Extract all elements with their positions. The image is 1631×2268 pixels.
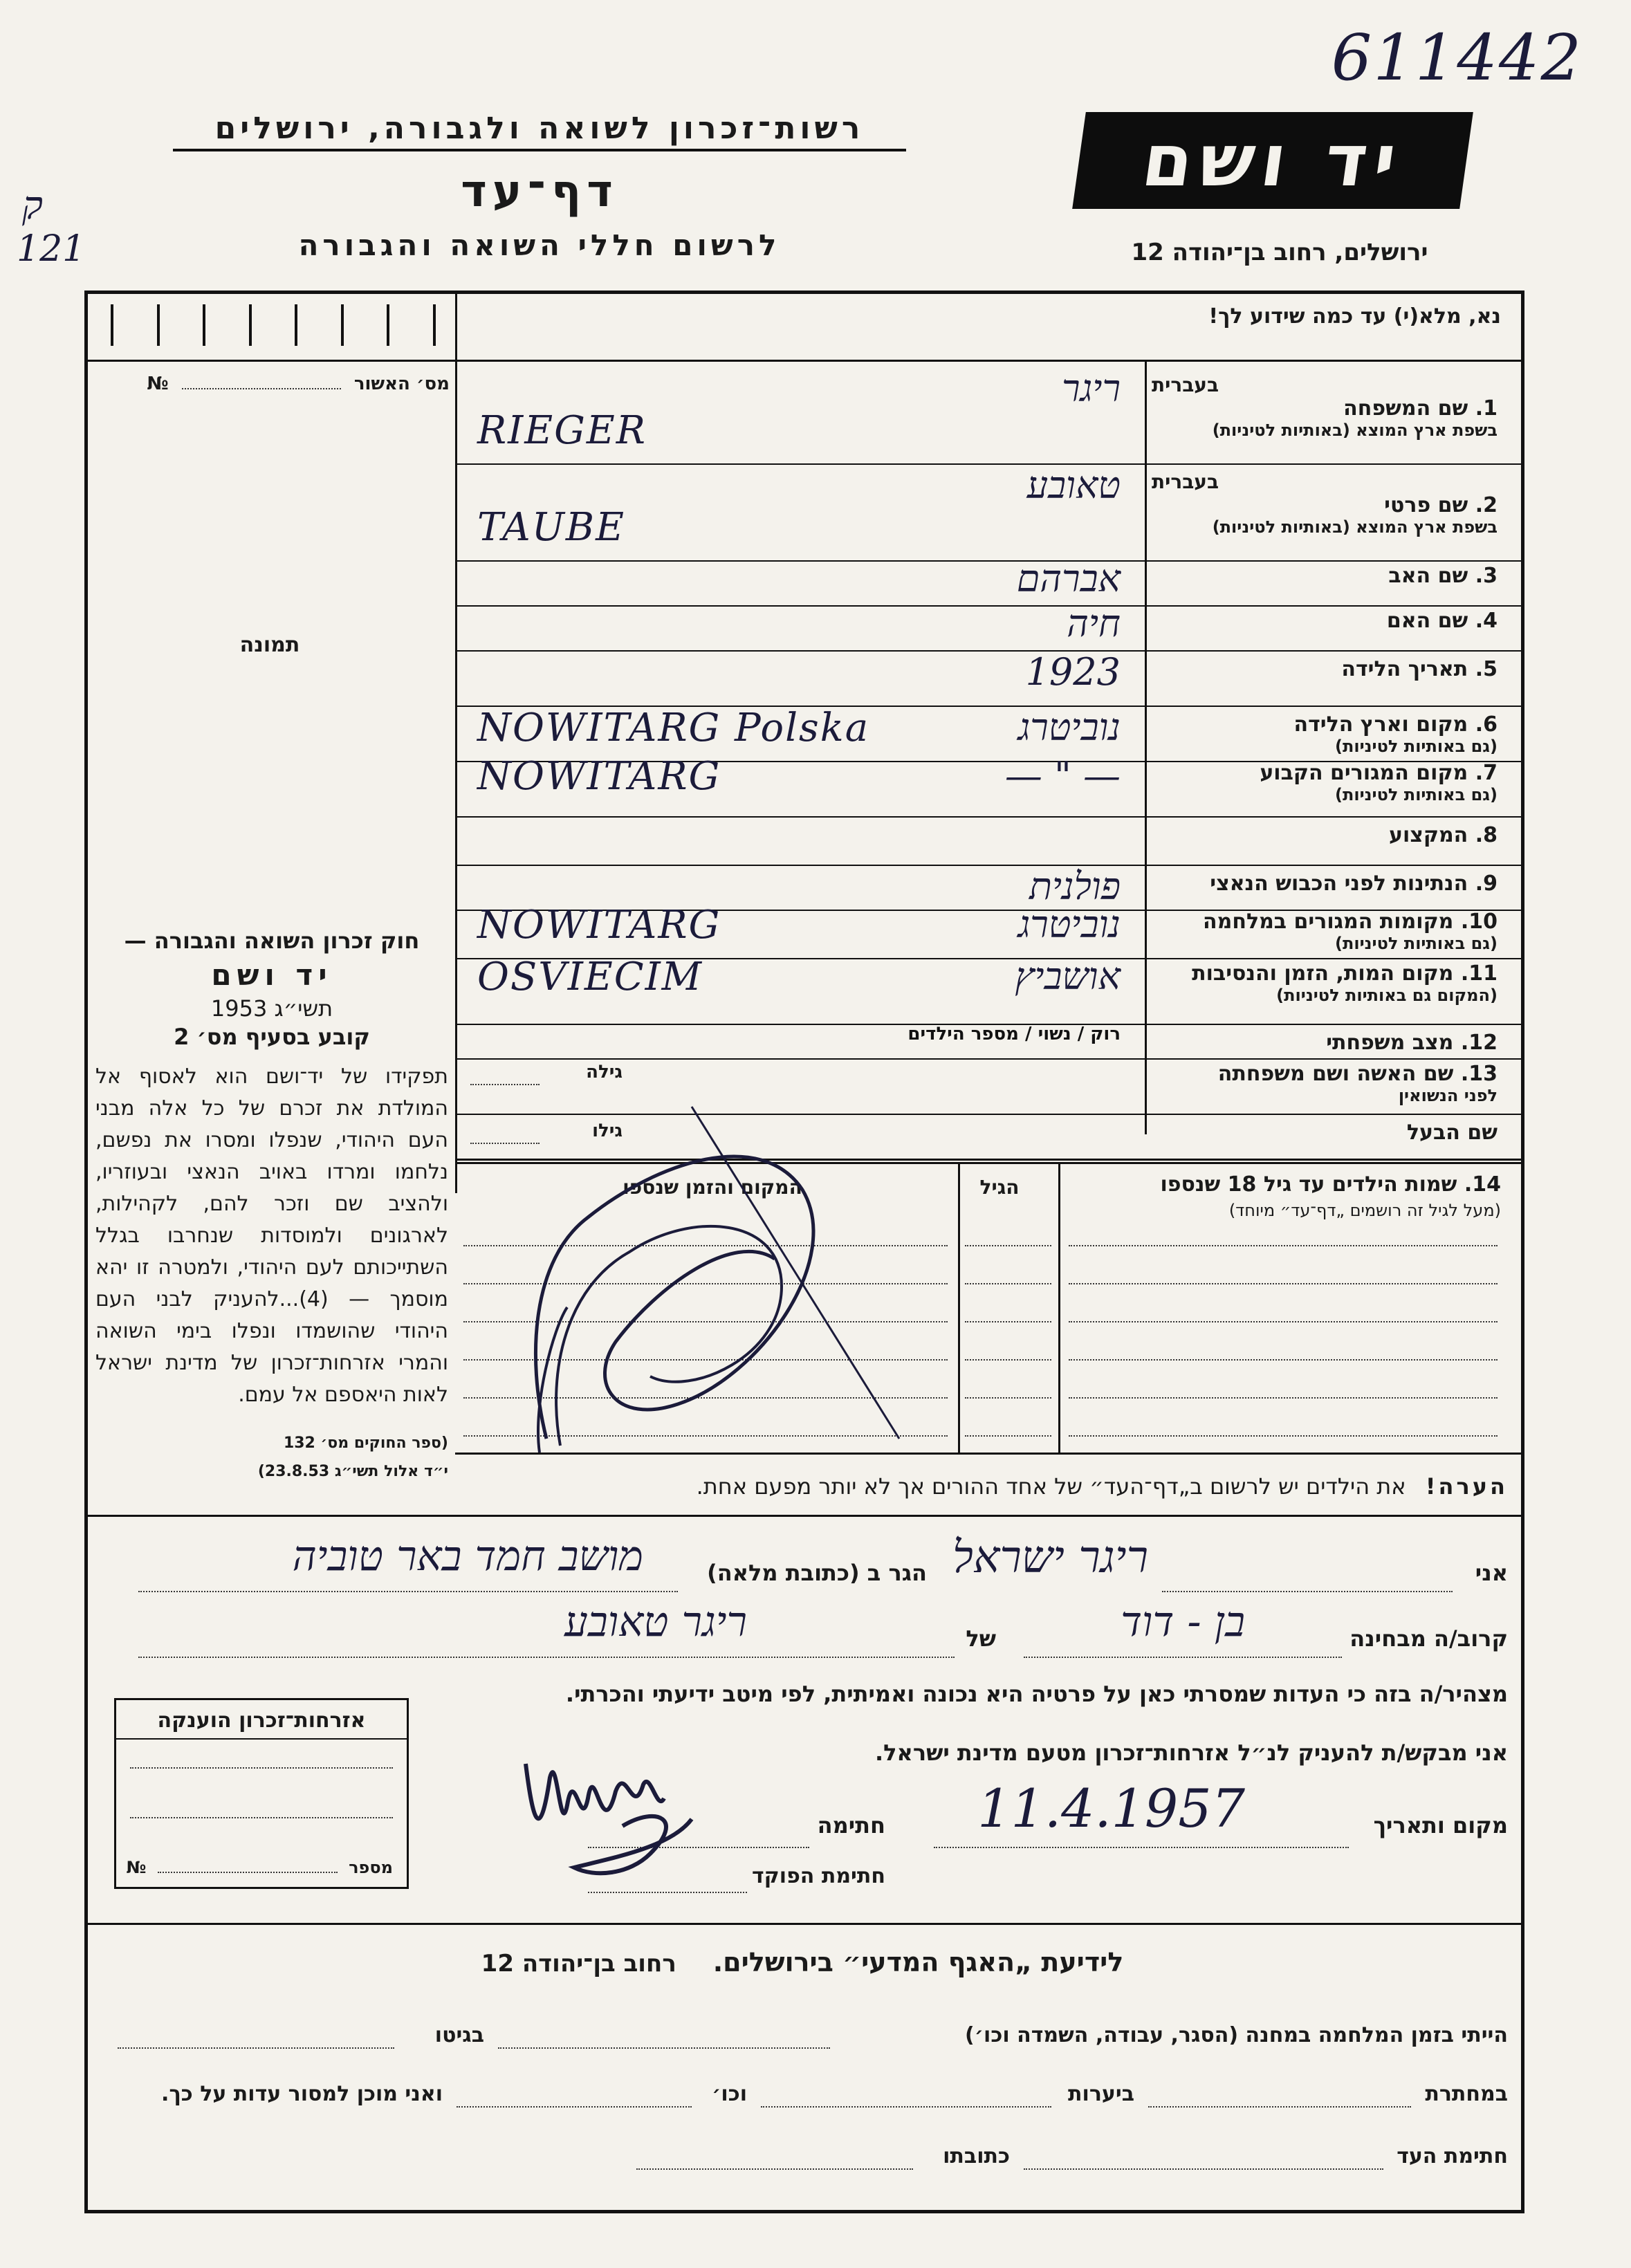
bottom-address: רחוב בן־יהודה 12 bbox=[481, 1950, 676, 1977]
official-signature-label: חתימת הפוקד bbox=[752, 1864, 885, 1888]
field-value-he-10: נוביטרג bbox=[1017, 903, 1121, 946]
forests-label: ביערות bbox=[1068, 2082, 1134, 2106]
declaration-statement: מצהיר/ה בזה כי העדות שמסרתי כאן על פרטיה היא נכונה ואמיתית, לפי מיטב ידיעתי והכרתי. bbox=[565, 1681, 1508, 1707]
children-title: שמות הילדים עד גיל 18 שנספו bbox=[1160, 1172, 1457, 1197]
field-num: 9. bbox=[1475, 872, 1498, 896]
signature-label: חתימה bbox=[817, 1812, 885, 1838]
field-value-latin-1: RIEGER bbox=[477, 408, 647, 453]
relative-label: קרוב/ה מבחינה bbox=[1349, 1625, 1508, 1652]
field-num: 7. bbox=[1475, 761, 1498, 785]
note-label: הערה! bbox=[1425, 1473, 1508, 1500]
cancel-scribble bbox=[484, 1079, 927, 1466]
witness-name: ריגר ישראל bbox=[952, 1532, 1148, 1583]
field-value-latin-2: TAUBE bbox=[477, 505, 625, 550]
law-year: 1953 bbox=[210, 995, 268, 1022]
photo-label: תמונה bbox=[239, 633, 300, 657]
field-sub1: בעברית bbox=[1152, 374, 1219, 396]
bottom-line-3 bbox=[97, 2137, 1508, 2179]
field-sub2: בשפת ארץ המוצא (באותיות לטיניות) bbox=[1212, 421, 1498, 440]
law-name: יד ושם bbox=[211, 958, 333, 992]
field-label-text: שם האם bbox=[1386, 609, 1468, 633]
field-label-text: הנתינות לפני הכבוש הנאצי bbox=[1210, 872, 1468, 896]
field-num: 8. bbox=[1475, 823, 1498, 847]
citizenship-number-suffix: № bbox=[126, 1858, 147, 1877]
field-value-he-12: רוק / נשוי / מספר הילדים bbox=[907, 1024, 1121, 1044]
underground-label: במחתרת bbox=[1425, 2082, 1508, 2106]
field-num: 4. bbox=[1475, 609, 1498, 633]
field-label-text: מקום המגורים הקבוע bbox=[1260, 761, 1468, 785]
willing-testify-label: ואני מוכן למסור עדות על כך. bbox=[161, 2082, 443, 2106]
certificate-number-label bbox=[104, 374, 450, 394]
margin-note-top: ק bbox=[22, 183, 43, 228]
field-num: 5. bbox=[1475, 657, 1498, 681]
field-value-he-4: חיה bbox=[1067, 602, 1121, 645]
field-extra-14: גילו bbox=[592, 1121, 623, 1141]
law-source-1: (ספר החוקים מס׳ 132 bbox=[283, 1435, 448, 1452]
bottom-line-2 bbox=[97, 2075, 1508, 2117]
note-row bbox=[470, 1473, 1508, 1500]
authority-name: רשות־זכרון לשואה ולגבורה, ירושלים bbox=[173, 111, 906, 151]
bottom-title: לידיעת „האגף המדעי״ בירושלים. bbox=[712, 1947, 1124, 1977]
field-value-latin-7: NOWITARG bbox=[477, 754, 721, 799]
field-num: 6. bbox=[1475, 712, 1498, 737]
field-num: 1. bbox=[1475, 396, 1498, 421]
field-value-he-11: אושביץ bbox=[1015, 955, 1121, 998]
witness-signature-label: חתימת העד bbox=[1397, 2144, 1508, 2168]
field-value-latin-6: NOWITARG Polska bbox=[477, 706, 870, 750]
field-label-4 bbox=[1152, 609, 1498, 633]
place-date-label: מקום ותאריך bbox=[1373, 1812, 1508, 1838]
field-label-5 bbox=[1152, 657, 1498, 681]
field-label-1 bbox=[1152, 374, 1498, 440]
field-label-text: מקום המות, הזמן והנסיבות bbox=[1192, 961, 1454, 986]
law-clause: קובע בסעיף מס׳ 2 bbox=[174, 1024, 370, 1050]
field-label-text: מקומות המגורים במלחמה bbox=[1203, 910, 1454, 934]
field-sub2: (גם באותיות לטיניות) bbox=[1335, 934, 1498, 953]
field-label-2 bbox=[1152, 470, 1498, 537]
ghetto-label: בגיטו bbox=[434, 2023, 484, 2047]
citizenship-number-row bbox=[116, 1858, 400, 1877]
camp-label: הייתי בזמן המלחמה במחנה (הסגר, עבודה, השמדה וכו׳) bbox=[965, 2023, 1508, 2047]
field-num: 10. bbox=[1460, 910, 1498, 934]
children-col-place: המקום והזמן שנספו bbox=[623, 1176, 802, 1199]
field-value-he-7: — " — bbox=[1004, 754, 1121, 798]
witness-address: מושב חמד באר טוביה bbox=[292, 1532, 643, 1580]
deceased-name: ריגר טאובע bbox=[564, 1598, 747, 1646]
of-label: של bbox=[966, 1625, 996, 1652]
field-label-12 bbox=[1152, 1031, 1498, 1055]
children-note: (מעל לגיל זה רושמים „דף־עד״ מיוחד) bbox=[1228, 1201, 1501, 1220]
field-label-text: שם המשפחה bbox=[1343, 396, 1468, 421]
field-label-3 bbox=[1152, 564, 1498, 588]
tick-boxes bbox=[111, 304, 436, 346]
bottom-line-1 bbox=[97, 2016, 1508, 2058]
logo-text: יד ושם bbox=[1136, 118, 1409, 203]
declaration-date: 11.4.1957 bbox=[977, 1778, 1245, 1839]
field-value-latin-10: NOWITARG bbox=[477, 903, 721, 948]
yad-vashem-logo bbox=[1072, 112, 1473, 209]
citizenship-title: אזרחות־זכרון הוענקה bbox=[116, 1700, 407, 1740]
reference-number: 611442 bbox=[1331, 21, 1583, 95]
resides-label: הגר ב (כתובת מלאה) bbox=[707, 1560, 927, 1586]
field-label-7 bbox=[1152, 761, 1498, 804]
note-text: את הילדים יש לרשום ב„דף־העד״ של אחד ההורים אך לא יותר מפעם אחת. bbox=[696, 1473, 1406, 1500]
field-label-13 bbox=[1152, 1062, 1498, 1105]
field-label-text: שם האב bbox=[1388, 564, 1468, 588]
field-label-text: תאריך הלידה bbox=[1341, 657, 1468, 681]
field-num: 2. bbox=[1475, 493, 1498, 517]
field-value-he-3: אברהם bbox=[1016, 557, 1121, 600]
form-title: דף־עד bbox=[461, 166, 618, 217]
declaration-line-2 bbox=[97, 1598, 1508, 1660]
field-sub2: בשפת ארץ המוצא (באותיות לטיניות) bbox=[1212, 517, 1498, 537]
field-sub2: (גם באותיות לטיניות) bbox=[1335, 785, 1498, 804]
field-label-text: שם פרטי bbox=[1384, 493, 1468, 517]
field-sub2: (המקום גם באותיות לטיניות) bbox=[1276, 986, 1498, 1005]
field-label-text: המקצוע bbox=[1388, 823, 1468, 847]
field-value-he-5: 1923 bbox=[1025, 650, 1121, 694]
form-subtitle: לרשום חללי השואה והגבורה bbox=[298, 228, 781, 262]
declaration-request: אני מבקש/ת להעניק לנ״ל אזרחות־זכרון מטעם מדינת ישראל. bbox=[875, 1740, 1508, 1766]
field-label-11 bbox=[1152, 961, 1498, 1005]
field-label-10 bbox=[1152, 910, 1498, 953]
field-value-he-2: טאובע bbox=[1026, 463, 1121, 507]
certificate-label-text: מס׳ האשור bbox=[353, 374, 450, 394]
field-num: 12. bbox=[1460, 1031, 1498, 1055]
citizenship-box bbox=[114, 1698, 409, 1889]
field-sub2: (גם באותיות לטיניות) bbox=[1335, 737, 1498, 756]
law-text: תפקידו של יד־ושם הוא לאסוף אל המולדת את זכרם של כל אלה מבני העם היהודי, שנפלו ומסרו את נפשם, נלחמו ומרדו באויב הנאצי ובעוזריו, ולהציב שם וזכר להם, לקהילות, לארגונים ולמוסדות שנחרבו בגלל השתייכותם לעם היהודי, ולמטרה זו יהא מוסמך — (4)...להעניק לבני העם היהודי שהושמדו ונפלו בימי השואה והמרי אזרחות־זכרון של מדינת ישראל לאות היאספם אל עמם. bbox=[95, 1064, 448, 1407]
field-label-text: מקום וארץ הלידה bbox=[1293, 712, 1468, 737]
declaration-line-1 bbox=[97, 1532, 1508, 1594]
margin-note: 121 bbox=[17, 228, 86, 270]
field-label-text: מצב משפחתי bbox=[1326, 1031, 1454, 1055]
children-header bbox=[1058, 1172, 1501, 1220]
field-sub2: לפני הנשואין bbox=[1398, 1086, 1498, 1105]
field-num: 3. bbox=[1475, 564, 1498, 588]
law-source-2: י״ד אלול תשי״ג 23.8.53) bbox=[257, 1463, 448, 1480]
field-label-text: שם הבעל bbox=[1406, 1121, 1498, 1145]
field-sub1: בעברית bbox=[1152, 470, 1219, 493]
children-num: 14. bbox=[1464, 1172, 1501, 1197]
declaration-i: אני bbox=[1475, 1560, 1508, 1586]
witness-address-label: כתובתו bbox=[943, 2144, 1010, 2168]
field-label-8 bbox=[1152, 823, 1498, 847]
field-label-14 bbox=[1152, 1121, 1498, 1145]
field-label-9 bbox=[1152, 872, 1498, 896]
witness-signature bbox=[512, 1736, 719, 1895]
field-num: 13. bbox=[1460, 1062, 1498, 1086]
law-year-he: תשי״ג bbox=[274, 995, 333, 1022]
field-extra-13: גילה bbox=[586, 1062, 623, 1082]
bottom-title-row bbox=[97, 1947, 1508, 1977]
certificate-suffix: № bbox=[147, 374, 169, 394]
header-address: ירושלים, רחוב בן־יהודה 12 bbox=[1131, 239, 1428, 266]
field-label-text: שם האשה ושם משפחתה bbox=[1217, 1062, 1454, 1086]
field-value-he-6: נוביטרג bbox=[1017, 706, 1121, 749]
etc-label: וכו׳ bbox=[712, 2082, 747, 2106]
children-col-age: הגיל bbox=[979, 1176, 1020, 1199]
field-value-he-1: ריגר bbox=[1061, 367, 1121, 410]
field-value-latin-11: OSVIECIM bbox=[477, 955, 703, 999]
law-block bbox=[95, 927, 448, 1486]
field-num: 11. bbox=[1460, 961, 1498, 986]
field-label-6 bbox=[1152, 712, 1498, 756]
relation-value: בן - דוד bbox=[1121, 1598, 1245, 1646]
field-value-he-9: פולנית bbox=[1029, 865, 1121, 908]
instruction-text: נא, מלא(י) עד כמה שידוע לך! bbox=[1208, 304, 1501, 329]
law-title: חוק זכרון השואה והגבורה — bbox=[124, 928, 420, 954]
citizenship-number-label: מספר bbox=[349, 1858, 393, 1877]
